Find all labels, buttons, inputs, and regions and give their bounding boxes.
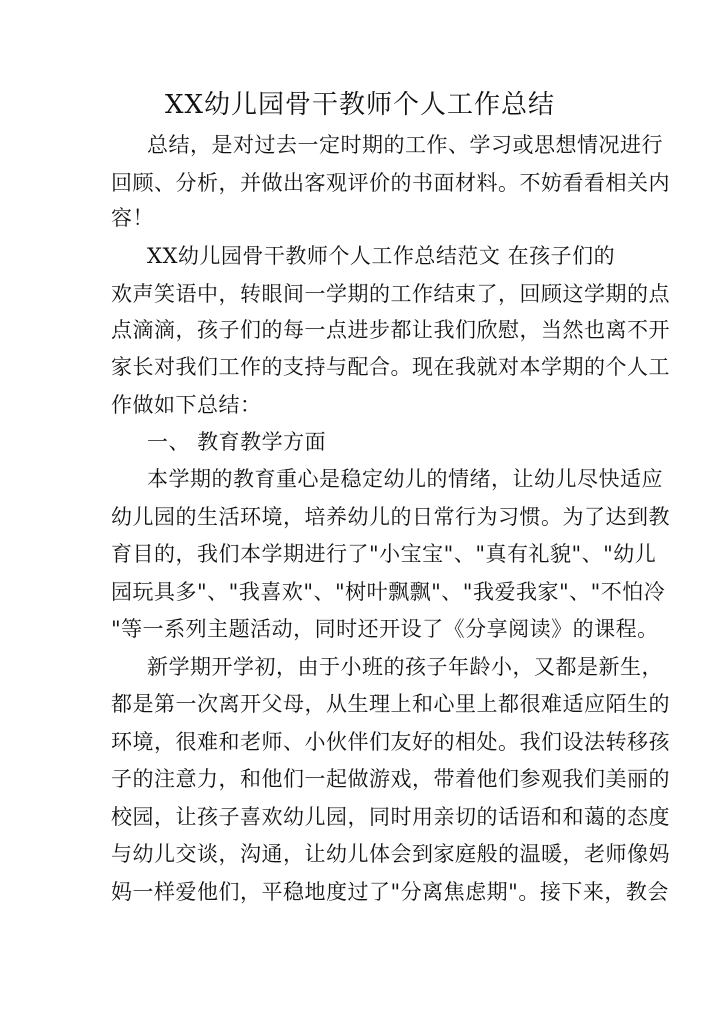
paragraph-line: 家长对我们工作的支持与配合。现在我就对本学期的个人工 (111, 355, 670, 379)
paragraph-line: 校园，让孩子喜欢幼儿园，同时用亲切的话语和和蔼的态度 (111, 805, 670, 829)
paragraph-line: 幼儿园的生活环境，培养幼儿的日常行为习惯。为了达到教 (111, 505, 670, 529)
paragraph-line: "等一系列主题活动，同时还开设了《分享阅读》的课程。 (111, 617, 659, 641)
paragraph-line: XX幼儿园骨干教师个人工作总结范文 在孩子们的 (147, 244, 616, 268)
paragraph-line: 子的注意力，和他们一起做游戏，带着他们参观我们美丽的 (111, 767, 670, 791)
section-heading: 一、 教育教学方面 (147, 430, 327, 454)
paragraph-line: 容！ (111, 206, 154, 230)
paragraph-line: 作做如下总结： (111, 393, 262, 417)
paragraph-line: 与幼儿交谈，沟通，让幼儿体会到家庭般的温暖，老师像妈 (111, 842, 670, 866)
paragraph-line: 环境，很难和老师、小伙伴们友好的相处。我们设法转移孩 (111, 730, 670, 754)
paragraph-line: 育目的，我们本学期进行了"小宝宝"、"真有礼貌"、"幼儿 (111, 542, 657, 566)
paragraph-line: 回顾、分析，并做出客观评价的书面材料。不妨看看相关内 (111, 171, 670, 195)
document-title: XX幼儿园骨干教师个人工作总结 (164, 90, 556, 120)
paragraph-line: 本学期的教育重心是稳定幼儿的情绪，让幼儿尽快适应 (147, 467, 663, 491)
paragraph-line: 新学期开学初，由于小班的孩子年龄小，又都是新生， (147, 655, 663, 679)
paragraph-line: 都是第一次离开父母，从生理上和心里上都很难适应陌生的 (111, 692, 670, 716)
paragraph-line: 点滴滴，孩子们的每一点进步都让我们欣慰，当然也离不开 (111, 318, 670, 342)
paragraph-line: 园玩具多"、"我喜欢"、"树叶飘飘"、"我爱我家"、"不怕冷 (111, 580, 666, 604)
paragraph-line: 欢声笑语中，转眼间一学期的工作结束了，回顾这学期的点 (111, 282, 670, 306)
paragraph-line: 妈一样爱他们，平稳地度过了"分离焦虑期"。接下来，教会 (111, 880, 669, 904)
paragraph-line: 总结，是对过去一定时期的工作、学习或思想情况进行 (147, 133, 663, 157)
